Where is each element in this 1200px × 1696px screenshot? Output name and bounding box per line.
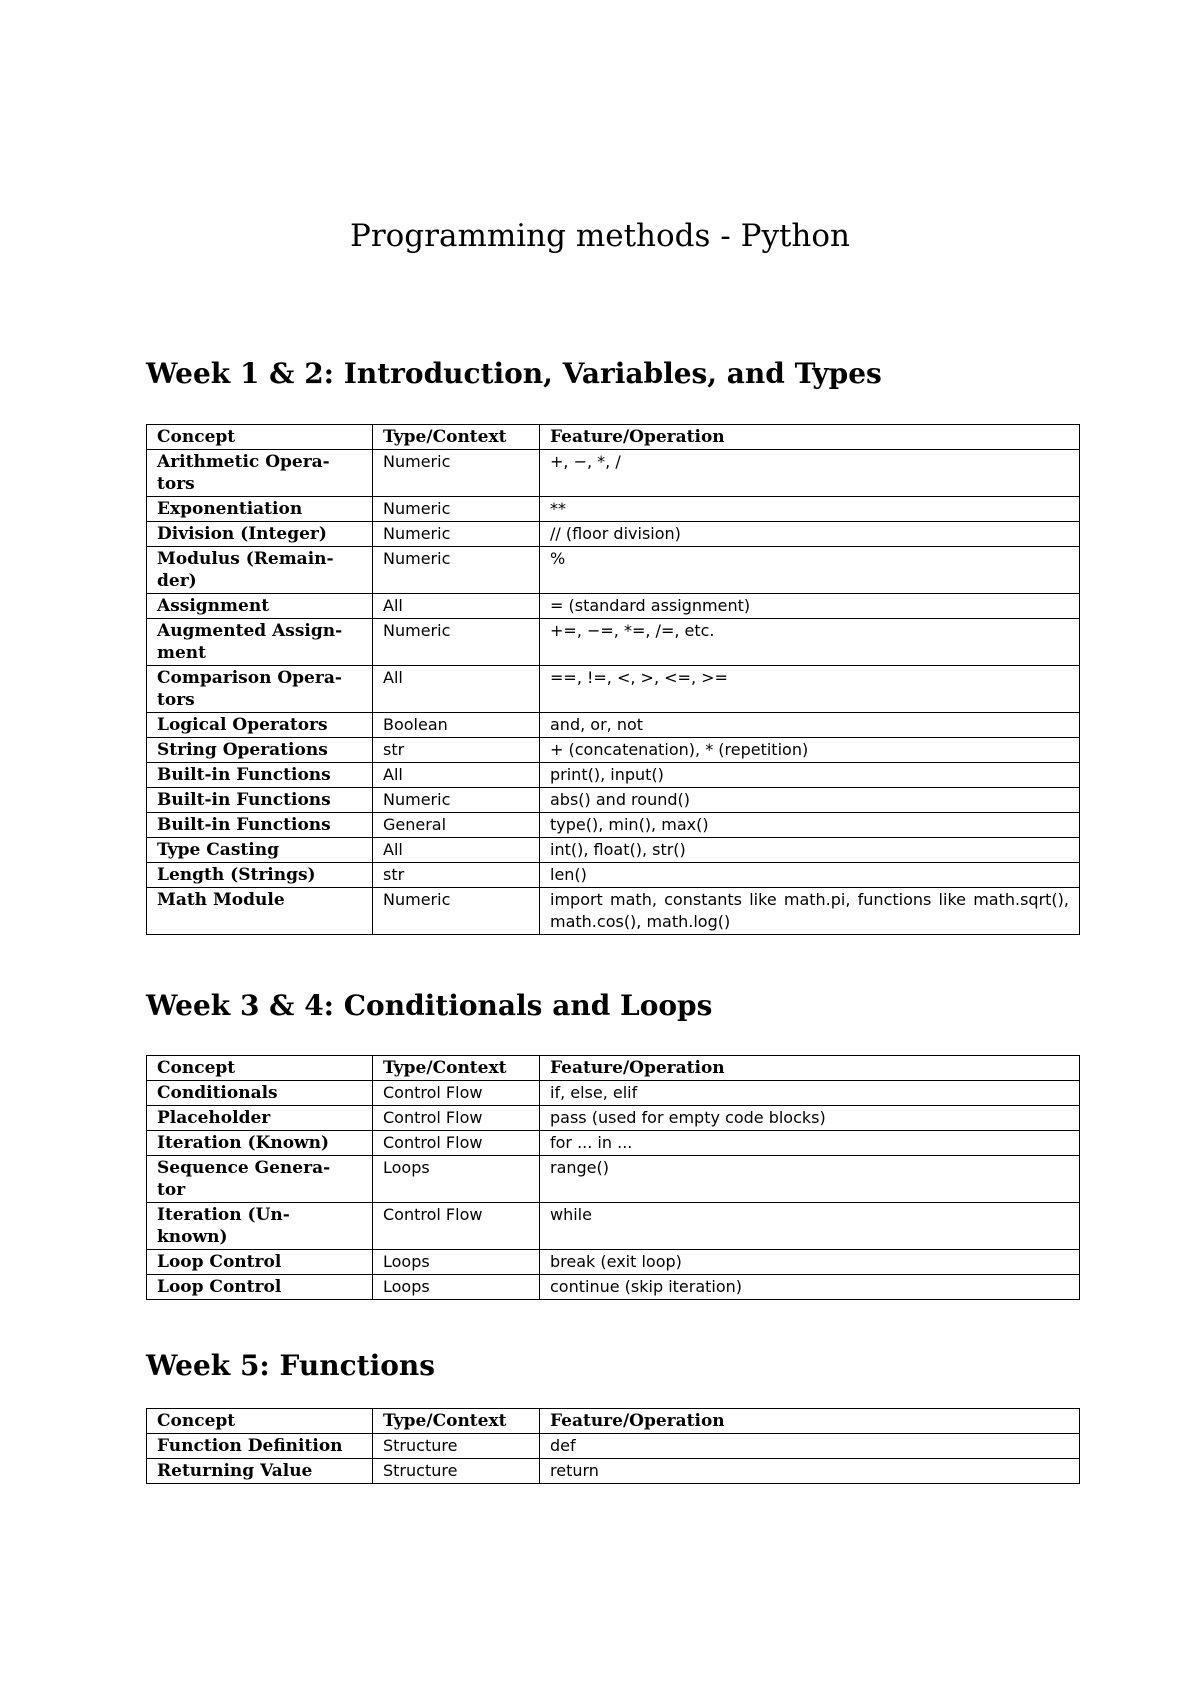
concept-cell: Division (Integer)	[147, 522, 373, 547]
table-row	[147, 619, 1080, 666]
table-header-row	[147, 425, 1080, 450]
table-row	[147, 522, 1080, 547]
context-cell: General	[373, 813, 540, 838]
context-cell: All	[373, 838, 540, 863]
section-heading-week-1-2: Week 1 & 2: Introduction, Variables, and Types	[146, 357, 882, 390]
feature-cell: import math, constants like math.pi, functions like math.sqrt(), math.cos(), math.log()	[540, 888, 1080, 935]
section-heading-week-5: Week 5: Functions	[146, 1349, 436, 1382]
table-week-3-4	[146, 1055, 1080, 1300]
table-row	[147, 838, 1080, 863]
feature-cell: range()	[540, 1156, 1080, 1203]
table-row	[147, 863, 1080, 888]
context-cell: Structure	[373, 1459, 540, 1484]
header-concept: Concept	[147, 1409, 373, 1434]
concept-cell: Modulus (Remain- der)	[147, 547, 373, 594]
concept-cell: Returning Value	[147, 1459, 373, 1484]
context-cell: All	[373, 763, 540, 788]
table-row	[147, 888, 1080, 935]
context-cell: Loops	[373, 1275, 540, 1300]
concept-cell: Arithmetic Opera- tors	[147, 450, 373, 497]
concept-cell: Function Definition	[147, 1434, 373, 1459]
table-row	[147, 594, 1080, 619]
feature-cell: + (concatenation), * (repetition)	[540, 738, 1080, 763]
table-row	[147, 1250, 1080, 1275]
table-row	[147, 666, 1080, 713]
context-cell: Numeric	[373, 888, 540, 935]
header-feature: Feature/Operation	[540, 425, 1080, 450]
context-cell: Structure	[373, 1434, 540, 1459]
section-heading-week-3-4: Week 3 & 4: Conditionals and Loops	[146, 989, 713, 1022]
concept-cell: Length (Strings)	[147, 863, 373, 888]
concept-cell: Type Casting	[147, 838, 373, 863]
context-cell: str	[373, 863, 540, 888]
context-cell: Numeric	[373, 547, 540, 594]
concept-cell: Loop Control	[147, 1250, 373, 1275]
feature-cell: print(), input()	[540, 763, 1080, 788]
table-row	[147, 1131, 1080, 1156]
header-concept: Concept	[147, 1056, 373, 1081]
feature-cell: for ... in ...	[540, 1131, 1080, 1156]
table-row	[147, 450, 1080, 497]
feature-cell: pass (used for empty code blocks)	[540, 1106, 1080, 1131]
feature-cell: // (floor division)	[540, 522, 1080, 547]
feature-cell: break (exit loop)	[540, 1250, 1080, 1275]
feature-cell: int(), float(), str()	[540, 838, 1080, 863]
context-cell: Control Flow	[373, 1131, 540, 1156]
feature-cell: and, or, not	[540, 713, 1080, 738]
context-cell: Control Flow	[373, 1203, 540, 1250]
feature-cell: %	[540, 547, 1080, 594]
table-header-row	[147, 1409, 1080, 1434]
concept-cell: Built-in Functions	[147, 763, 373, 788]
concept-cell: Math Module	[147, 888, 373, 935]
table-row	[147, 788, 1080, 813]
header-feature: Feature/Operation	[540, 1056, 1080, 1081]
feature-cell: len()	[540, 863, 1080, 888]
context-cell: Numeric	[373, 522, 540, 547]
table-row	[147, 1434, 1080, 1459]
concept-cell: Placeholder	[147, 1106, 373, 1131]
concept-cell: Loop Control	[147, 1275, 373, 1300]
feature-cell: = (standard assignment)	[540, 594, 1080, 619]
table-row	[147, 1156, 1080, 1203]
table-row	[147, 763, 1080, 788]
feature-cell: **	[540, 497, 1080, 522]
concept-cell: Iteration (Un- known)	[147, 1203, 373, 1250]
context-cell: Loops	[373, 1250, 540, 1275]
table-row	[147, 1275, 1080, 1300]
feature-cell: ==, !=, <, >, <=, >=	[540, 666, 1080, 713]
table-week-5	[146, 1408, 1080, 1484]
header-feature: Feature/Operation	[540, 1409, 1080, 1434]
concept-cell: Built-in Functions	[147, 813, 373, 838]
feature-cell: +=, −=, *=, /=, etc.	[540, 619, 1080, 666]
header-context: Type/Context	[373, 1409, 540, 1434]
concept-cell: Logical Operators	[147, 713, 373, 738]
table-row	[147, 1459, 1080, 1484]
table-row	[147, 497, 1080, 522]
concept-cell: Assignment	[147, 594, 373, 619]
table-row	[147, 1081, 1080, 1106]
feature-cell: type(), min(), max()	[540, 813, 1080, 838]
header-context: Type/Context	[373, 1056, 540, 1081]
table-row	[147, 547, 1080, 594]
header-context: Type/Context	[373, 425, 540, 450]
concept-cell: Comparison Opera- tors	[147, 666, 373, 713]
context-cell: Numeric	[373, 497, 540, 522]
concept-cell: String Operations	[147, 738, 373, 763]
context-cell: All	[373, 594, 540, 619]
table-row	[147, 1106, 1080, 1131]
concept-cell: Exponentiation	[147, 497, 373, 522]
table-row	[147, 713, 1080, 738]
context-cell: Numeric	[373, 619, 540, 666]
header-concept: Concept	[147, 425, 373, 450]
table-week-1-2	[146, 424, 1080, 935]
context-cell: Loops	[373, 1156, 540, 1203]
context-cell: Control Flow	[373, 1081, 540, 1106]
feature-cell: def	[540, 1434, 1080, 1459]
concept-cell: Iteration (Known)	[147, 1131, 373, 1156]
feature-cell: return	[540, 1459, 1080, 1484]
context-cell: Boolean	[373, 713, 540, 738]
feature-cell: abs() and round()	[540, 788, 1080, 813]
document-title: Programming methods - Python	[349, 218, 851, 254]
feature-cell: while	[540, 1203, 1080, 1250]
concept-cell: Augmented Assign- ment	[147, 619, 373, 666]
concept-cell: Sequence Genera- tor	[147, 1156, 373, 1203]
table-header-row	[147, 1056, 1080, 1081]
context-cell: str	[373, 738, 540, 763]
context-cell: Numeric	[373, 788, 540, 813]
table-row	[147, 813, 1080, 838]
concept-cell: Conditionals	[147, 1081, 373, 1106]
context-cell: All	[373, 666, 540, 713]
table-row	[147, 738, 1080, 763]
table-row	[147, 1203, 1080, 1250]
feature-cell: if, else, elif	[540, 1081, 1080, 1106]
feature-cell: +, −, *, /	[540, 450, 1080, 497]
concept-cell: Built-in Functions	[147, 788, 373, 813]
feature-cell: continue (skip iteration)	[540, 1275, 1080, 1300]
context-cell: Control Flow	[373, 1106, 540, 1131]
context-cell: Numeric	[373, 450, 540, 497]
